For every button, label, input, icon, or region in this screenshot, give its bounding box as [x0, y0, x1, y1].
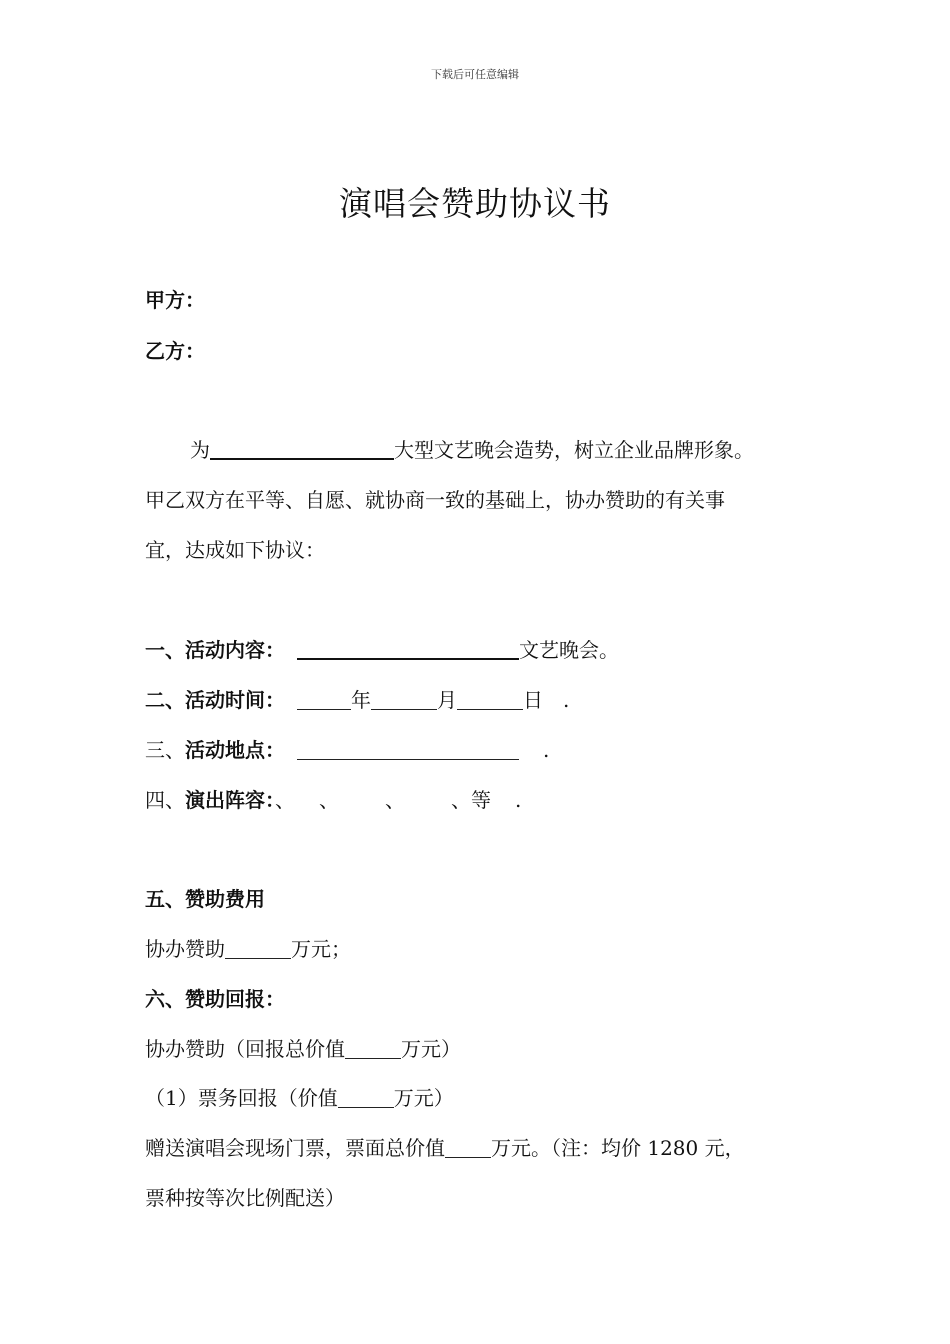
fee-amount-blank: [225, 938, 291, 959]
day-label: 日: [523, 688, 543, 712]
gift-ticket-line: [145, 1134, 745, 1162]
cast-sep-4: 、等: [451, 788, 491, 812]
cast-sep-2: 、: [319, 788, 339, 812]
gift-value-blank: [445, 1137, 491, 1158]
event-name-blank: [210, 438, 394, 460]
gift-suffix: 万元。（注：均价 1280 元，: [491, 1136, 745, 1160]
item-cast: [145, 786, 521, 814]
cast-end: .: [515, 788, 522, 812]
preamble-prefix: 为: [190, 438, 210, 462]
item-place: [145, 736, 549, 764]
ticket-return-blank: [338, 1087, 394, 1108]
cast-number: 四、: [145, 788, 185, 812]
returns-total-blank: [345, 1038, 401, 1059]
gift-ticket-line-2: 票种按等次比例配送）: [145, 1186, 345, 1210]
year-blank: [297, 689, 351, 710]
cast-sep-3: 、: [385, 788, 405, 812]
gift-prefix: 赠送演唱会现场门票，票面总价值: [145, 1136, 445, 1160]
day-blank: [457, 689, 523, 710]
year-label: 年: [351, 688, 371, 712]
returns-total-line: [145, 1035, 461, 1063]
place-end: .: [543, 738, 550, 762]
place-number: 三、: [145, 738, 185, 762]
document-title: 演唱会赞助协议书: [339, 184, 611, 223]
place-label: 活动地点：: [185, 738, 285, 762]
returns-total-suffix: 万元）: [401, 1037, 461, 1061]
cast-label: 演出阵容：: [185, 788, 275, 812]
time-end: .: [563, 688, 570, 712]
party-b-label: 乙方：: [145, 339, 205, 363]
party-a-label: 甲方：: [145, 288, 205, 312]
content-suffix: 文艺晚会。: [519, 638, 619, 662]
fee-heading: 五、赞助费用: [145, 887, 265, 911]
ticket-return-prefix: （1）票务回报（价值: [145, 1086, 338, 1110]
month-blank: [371, 689, 437, 710]
preamble-line1-rest: 大型文艺晚会造势，树立企业品牌形象。: [394, 438, 754, 462]
cast-sep-1: 、: [275, 788, 295, 812]
content-blank: [297, 638, 519, 660]
ticket-return-suffix: 万元）: [393, 1086, 454, 1110]
fee-prefix: 协办赞助: [145, 937, 225, 961]
place-blank: [297, 739, 519, 760]
returns-total-prefix: 协办赞助（回报总价值: [145, 1037, 345, 1061]
month-label: 月: [437, 688, 457, 712]
header-note: 下载后可任意编辑: [431, 68, 519, 81]
fee-suffix: 万元；: [291, 937, 351, 961]
returns-heading: 六、赞助回报：: [145, 987, 285, 1011]
item-time: [145, 686, 569, 714]
preamble-line-2: 甲乙双方在平等、自愿、就协商一致的基础上，协办赞助的有关事: [145, 488, 725, 512]
fee-line: [145, 935, 351, 963]
preamble-line-1: [190, 436, 754, 464]
content-label: 一、活动内容：: [145, 638, 285, 662]
ticket-return-line: [145, 1084, 454, 1112]
preamble-line-3: 宜，达成如下协议：: [145, 538, 325, 562]
time-label: 二、活动时间：: [145, 688, 285, 712]
item-content: [145, 636, 619, 664]
